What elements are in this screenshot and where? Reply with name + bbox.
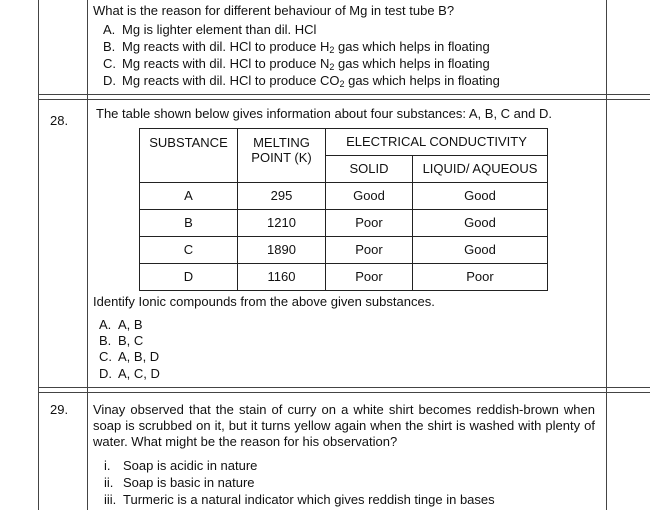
cell-solid: Good	[326, 183, 413, 210]
q27-option-a	[103, 22, 316, 38]
q29-statement-ii	[104, 475, 255, 491]
cell-liquid: Good	[413, 183, 548, 210]
cell-melting-point: 295	[238, 183, 326, 210]
table-row	[140, 210, 548, 237]
row-separator-28-29	[38, 387, 650, 393]
option-text: Mg is lighter element than dil. HCl	[122, 22, 317, 37]
q27-option-b	[103, 39, 490, 55]
substances-table	[139, 128, 548, 291]
option-letter: C.	[99, 349, 112, 364]
table-row	[140, 183, 548, 210]
table-row	[140, 264, 548, 291]
table-row	[140, 237, 548, 264]
header-melting-point: MELTING POINT (K)	[238, 129, 326, 183]
left-column-border	[38, 0, 39, 510]
table-header-row	[140, 129, 548, 156]
q27-option-c	[103, 56, 490, 72]
option-text: Mg reacts with dil. HCl to produce H	[122, 39, 330, 54]
cell-solid: Poor	[326, 237, 413, 264]
cell-substance: A	[140, 183, 238, 210]
cell-melting-point: 1160	[238, 264, 326, 291]
option-text: B, C	[118, 333, 144, 348]
q29-number: 29.	[50, 402, 69, 417]
option-letter: A.	[103, 22, 116, 37]
option-text: A, C, D	[118, 366, 160, 381]
subscript: 2	[339, 79, 345, 89]
q29-statement-i	[104, 458, 257, 474]
statement-text: Soap is acidic in nature	[123, 458, 258, 473]
cell-substance: C	[140, 237, 238, 264]
q28-option-c	[99, 349, 159, 365]
right-page-border	[606, 0, 607, 510]
cell-liquid: Good	[413, 237, 548, 264]
cell-melting-point: 1890	[238, 237, 326, 264]
option-letter: B.	[99, 333, 112, 348]
subscript: 2	[329, 45, 335, 55]
statement-text: Turmeric is a natural indicator which gives reddish tinge in bases	[123, 492, 495, 507]
cell-melting-point: 1210	[238, 210, 326, 237]
q29-question: Vinay observed that the stain of curry on a white shirt becomes reddish-brown when soap is scrubbed on it, but it turns yellow again when the shirt is washed with plenty of water. What might be the reason for his observation?	[93, 402, 595, 449]
cell-substance: D	[140, 264, 238, 291]
statement-number: i.	[104, 458, 111, 473]
number-column-border	[87, 0, 88, 510]
q28-option-b	[99, 333, 143, 349]
q28-question: The table shown below gives information about four substances: A, B, C and D.	[96, 106, 552, 121]
option-text-cont: gas which helps in floating	[344, 73, 500, 88]
option-letter: D.	[103, 73, 116, 88]
option-text: Mg reacts with dil. HCl to produce CO	[122, 73, 340, 88]
cell-solid: Poor	[326, 264, 413, 291]
header-substance: SUBSTANCE	[140, 129, 238, 183]
option-text-cont: gas which helps in floating	[334, 56, 490, 71]
row-separator-27-28	[38, 94, 650, 100]
header-solid: SOLID	[326, 156, 413, 183]
q28-option-a	[99, 317, 143, 333]
option-text: Mg reacts with dil. HCl to produce N	[122, 56, 330, 71]
option-letter: B.	[103, 39, 116, 54]
statement-text: Soap is basic in nature	[123, 475, 255, 490]
q28-option-d	[99, 366, 160, 382]
q27-option-d	[103, 73, 500, 89]
q28-prompt: Identify Ionic compounds from the above given substances.	[93, 294, 435, 309]
option-text: A, B	[118, 317, 143, 332]
subscript: 2	[329, 62, 335, 72]
option-letter: A.	[99, 317, 112, 332]
statement-number: iii.	[104, 492, 117, 507]
header-liquid: LIQUID/ AQUEOUS	[413, 156, 548, 183]
q29-statement-iii	[104, 492, 495, 508]
option-text-cont: gas which helps in floating	[334, 39, 490, 54]
q28-number: 28.	[50, 113, 69, 128]
option-text: A, B, D	[118, 349, 160, 364]
cell-solid: Poor	[326, 210, 413, 237]
statement-number: ii.	[104, 475, 114, 490]
cell-liquid: Poor	[413, 264, 548, 291]
cell-substance: B	[140, 210, 238, 237]
option-letter: C.	[103, 56, 116, 71]
header-electrical-conductivity: ELECTRICAL CONDUCTIVITY	[326, 129, 548, 156]
q27-question: What is the reason for different behaviour of Mg in test tube B?	[93, 3, 455, 18]
cell-liquid: Good	[413, 210, 548, 237]
option-letter: D.	[99, 366, 112, 381]
